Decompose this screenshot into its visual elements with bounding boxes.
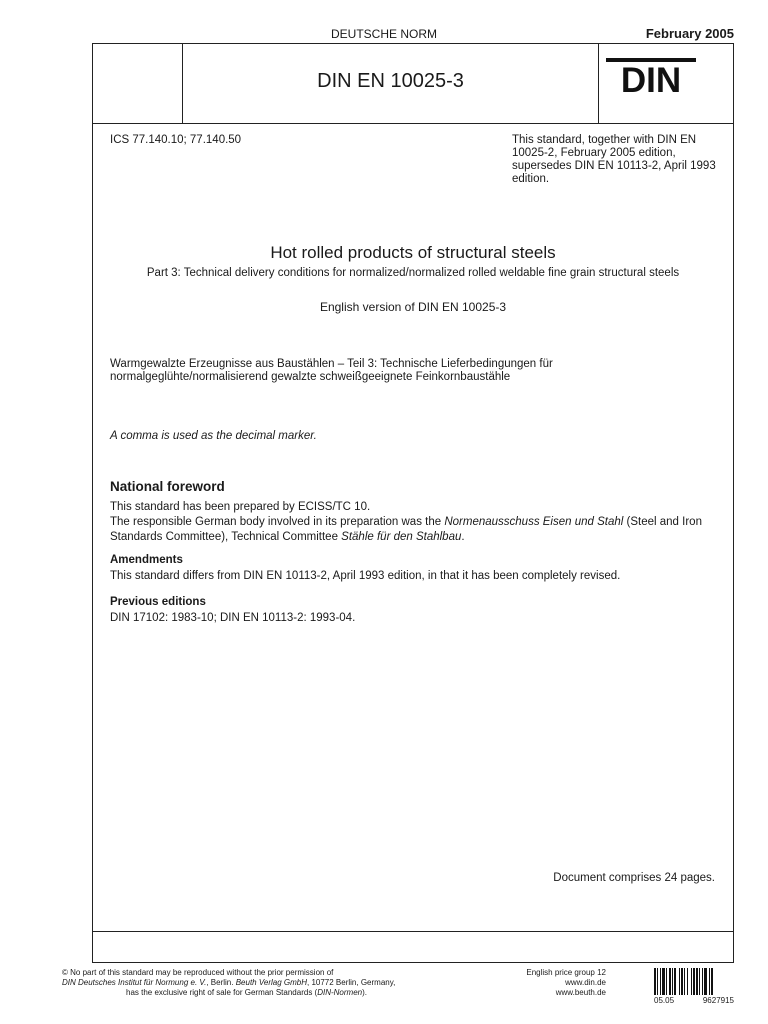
foreword-line-2: The responsible German body involved in its preparation was the Normenausschuss Eisen und Stahl (Steel and Iron Standards Committee), Technical Committee Stähle für den Stahlbau. (110, 516, 702, 543)
barcode-icon (654, 968, 734, 995)
publication-date: February 2005 (645, 26, 734, 41)
document-subtitle: Part 3: Technical delivery conditions for normalized/normalized rolled weldable fine grain structural steels (146, 267, 680, 279)
previous-editions-heading: Previous editions (110, 596, 206, 608)
amendments-heading: Amendments (110, 554, 183, 566)
url-din[interactable]: www.din.de (565, 978, 606, 987)
din-logo-text: DIN (620, 61, 682, 94)
price-group: English price group 12 (526, 968, 606, 977)
german-title: Warmgewalzte Erzeugnisse aus Baustählen – Teil 3: Technische Lieferbedingungen für normalgeglühte/normalisierend gewalzte schweißgeeignete Feinkornbaustähle (110, 358, 553, 383)
barcode-numbers (654, 996, 734, 1005)
header-divider-right (598, 43, 599, 124)
barcode-right-number: 9627915 (702, 996, 734, 1005)
english-version-note: English version of DIN EN 10025-3 (319, 300, 507, 314)
foreword-line-1: This standard has been prepared by ECISS/TC 10. (110, 501, 371, 513)
supersedes-note: This standard, together with DIN EN 10025-2, February 2005 edition, supersedes DIN EN 10113-2, April 1993 edition. (512, 134, 716, 185)
barcode-left-number: 05.05 (654, 996, 675, 1005)
page-count-note: Document comprises 24 pages. (553, 872, 715, 884)
decimal-marker-note: A comma is used as the decimal marker. (110, 430, 317, 442)
norm-label: DEUTSCHE NORM (330, 27, 437, 41)
national-foreword-heading: National foreword (110, 479, 225, 494)
previous-editions-body: DIN 17102: 1983-10; DIN EN 10113-2: 1993-04. (110, 612, 356, 624)
copyright-notice: © No part of this standard may be reproduced without the prior permission of DIN Deutsches Institut für Normung e. V., Berlin. Beuth Verlag GmbH, 10772 Berlin, Germany, has the exclusive right of sale for German Standards (DIN-Normen). (62, 968, 396, 997)
din-logo-icon (606, 58, 696, 94)
amendments-body: This standard differs from DIN EN 10113-2, April 1993 edition, in that it has been completely revised. (110, 570, 621, 582)
national-foreword-body (110, 500, 722, 545)
url-beuth[interactable]: www.beuth.de (555, 988, 606, 997)
document-title: Hot rolled products of structural steels (270, 243, 556, 262)
footer-divider (92, 931, 734, 932)
ics-code: ICS 77.140.10; 77.140.50 (110, 134, 242, 146)
price-info (511, 968, 606, 998)
document-number: DIN EN 10025-3 (317, 70, 464, 92)
